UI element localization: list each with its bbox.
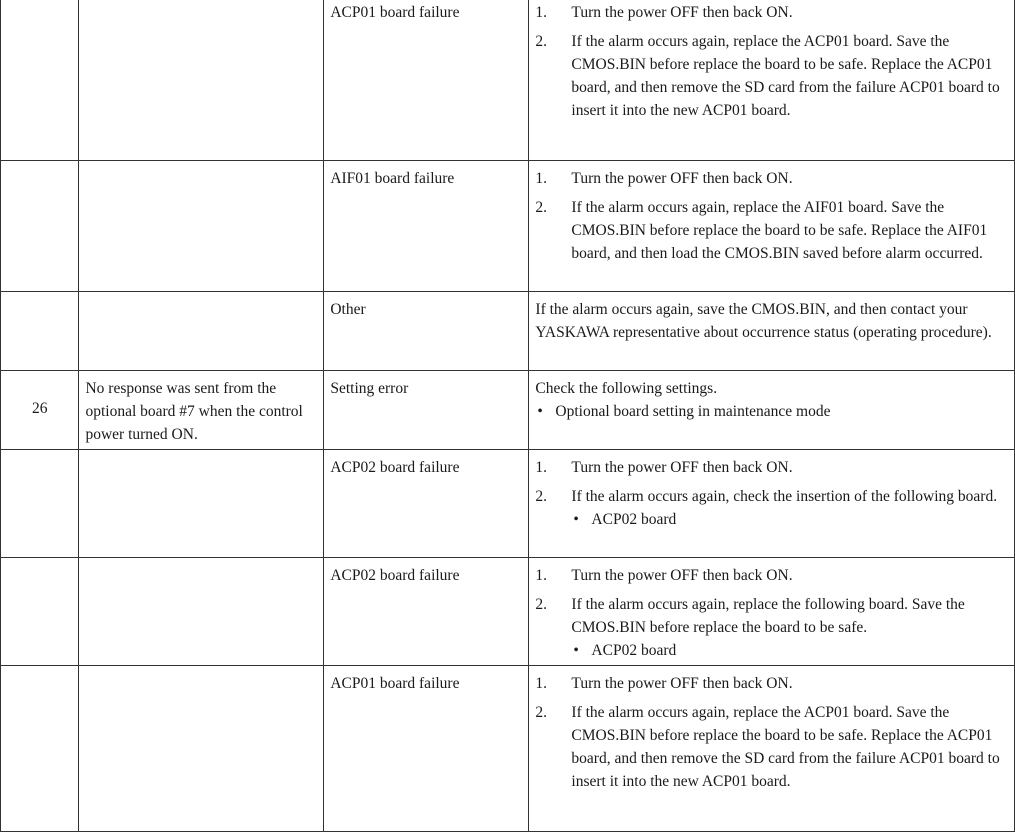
step-item [535, 1, 1008, 24]
step-text: If the alarm occurs again, replace the ACP01 board. Save the CMOS.BIN before replace the board to be safe. Replace the ACP01 board, and then remove the SD card from the failure ACP01 board to insert it into the new ACP01 board. [571, 704, 1000, 790]
bullet-item [571, 639, 1008, 662]
step-item [535, 593, 1008, 662]
table-row [1, 161, 1015, 292]
step-text: Turn the power OFF then back ON. [571, 567, 793, 584]
step-text: If the alarm occurs again, replace the AIF01 board. Save the CMOS.BIN before replace the board to be safe. Replace the AIF01 board, and then load the CMOS.BIN saved before alarm occurred. [571, 199, 988, 262]
alarm-number-cell: 26 [1, 371, 79, 450]
bullet-text: ACP02 board [591, 642, 677, 659]
step-number: 1. [535, 459, 548, 476]
step-number: 2. [535, 33, 548, 50]
remedy-cell [529, 450, 1015, 558]
cause-cell: Setting error [324, 371, 529, 450]
bullet-mark: • [573, 642, 579, 659]
step-number: 2. [535, 704, 548, 721]
bullet-item [571, 508, 1008, 531]
step-number: 2. [535, 596, 548, 613]
cause-cell: ACP02 board failure [324, 450, 529, 558]
cause-cell: ACP01 board failure [324, 0, 529, 161]
table-row [1, 0, 1015, 161]
alarm-number-cell [1, 558, 79, 666]
bullet-mark: • [573, 511, 579, 528]
table-row [1, 666, 1015, 832]
alarm-number-cell [1, 666, 79, 832]
bullet-item [535, 400, 1008, 423]
description-cell [79, 558, 324, 666]
description-cell: No response was sent from the optional board #7 when the control power turned ON. [79, 371, 324, 450]
step-item [535, 485, 1008, 531]
step-item [535, 672, 1008, 695]
remedy-cell [529, 371, 1015, 450]
cause-cell: Other [324, 292, 529, 371]
step-item [535, 196, 1008, 265]
cause-cell: ACP02 board failure [324, 558, 529, 666]
bullet-mark: • [537, 403, 543, 420]
step-item [535, 701, 1008, 793]
step-number: 1. [535, 170, 548, 187]
step-number: 2. [535, 488, 548, 505]
alarm-number-cell [1, 292, 79, 371]
alarm-number-cell [1, 161, 79, 292]
table-row [1, 371, 1015, 450]
step-item [535, 564, 1008, 587]
alarm-number-cell [1, 450, 79, 558]
table-row [1, 558, 1015, 666]
cause-cell: ACP01 board failure [324, 666, 529, 832]
step-number: 2. [535, 199, 548, 216]
step-item [535, 167, 1008, 190]
step-item [535, 456, 1008, 479]
step-item [535, 30, 1008, 122]
table-row [1, 292, 1015, 371]
step-number: 1. [535, 675, 548, 692]
description-cell [79, 0, 324, 161]
description-cell [79, 666, 324, 832]
remedy-cell [529, 0, 1015, 161]
alarm-number-cell [1, 0, 79, 161]
bullet-text: Optional board setting in maintenance mode [555, 403, 831, 420]
remedy-cell: If the alarm occurs again, save the CMOS.BIN, and then contact your YASKAWA representative about occurrence status (operating procedure). [529, 292, 1015, 371]
step-number: 1. [535, 567, 548, 584]
bullet-text: ACP02 board [591, 511, 677, 528]
step-text: Turn the power OFF then back ON. [571, 459, 793, 476]
remedy-cell [529, 666, 1015, 832]
remedy-text: Check the following settings. [535, 380, 718, 397]
step-text: If the alarm occurs again, replace the following board. Save the CMOS.BIN before replace the board to be safe. [571, 596, 965, 636]
description-cell [79, 450, 324, 558]
remedy-cell [529, 161, 1015, 292]
step-body [571, 593, 1008, 662]
description-cell [79, 292, 324, 371]
cause-cell: AIF01 board failure [324, 161, 529, 292]
step-text: If the alarm occurs again, check the insertion of the following board. [571, 488, 998, 505]
step-text: Turn the power OFF then back ON. [571, 4, 793, 21]
step-body [571, 485, 1008, 531]
step-text: Turn the power OFF then back ON. [571, 170, 793, 187]
remedy-cell [529, 558, 1015, 666]
table-row [1, 450, 1015, 558]
description-cell [79, 161, 324, 292]
step-number: 1. [535, 4, 548, 21]
step-text: If the alarm occurs again, replace the ACP01 board. Save the CMOS.BIN before replace the board to be safe. Replace the ACP01 board, and then remove the SD card from the failure ACP01 board to insert it into the new ACP01 board. [571, 33, 1000, 119]
step-text: Turn the power OFF then back ON. [571, 675, 793, 692]
